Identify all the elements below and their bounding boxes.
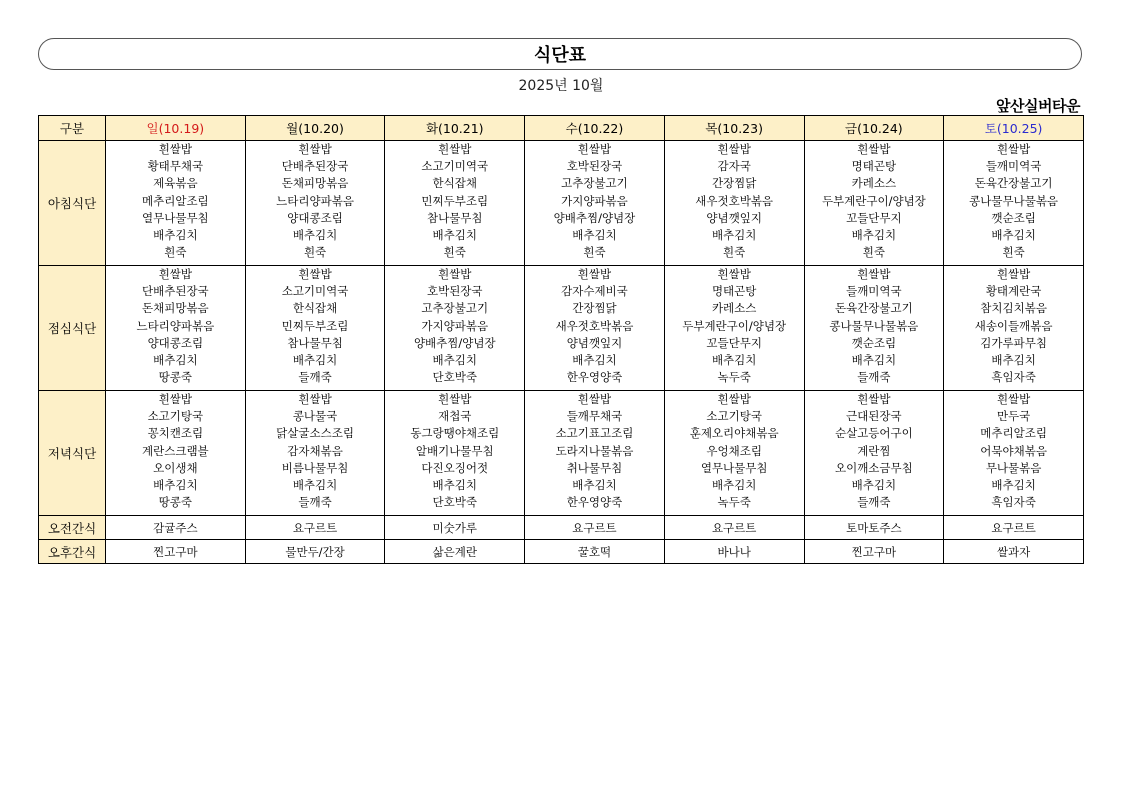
menu-item: 들깨미역국: [846, 284, 902, 299]
menu-item: 근대된장국: [846, 409, 902, 424]
menu-item: 민찌두부조림: [421, 193, 489, 208]
menu-item: 흰쌀밥: [857, 267, 891, 281]
menu-item: 깻순조림: [991, 210, 1036, 225]
menu-item: 배추김치: [292, 228, 338, 243]
menu-item: 가지양파볶음: [421, 318, 489, 333]
menu-item: 배추김치: [432, 478, 477, 493]
menu-item: 흰쌀밥: [298, 142, 332, 156]
menu-item: 흰쌀밥: [717, 142, 751, 156]
organization-name: 앞산실버타운: [996, 97, 1080, 115]
menu-item: 배추김치: [153, 228, 198, 243]
menu-item: 호박된장국: [566, 159, 623, 174]
menu-item: 흰죽: [164, 245, 187, 260]
menu-item: 닭살굴소스조림: [276, 426, 354, 441]
menu-item: 두부계란구이/양념장: [821, 193, 926, 208]
meal-row-lunch: [39, 266, 1084, 391]
menu-item: 콩나물국: [292, 409, 338, 424]
menu-item: 동그랑땡야채조림: [410, 426, 500, 441]
menu-item: 순살고등어구이: [834, 426, 913, 441]
snack-row-afternoon-snack: [39, 540, 1084, 564]
menu-item: 흰쌀밥: [577, 392, 612, 406]
meal-label: 저녁식단: [39, 391, 106, 516]
menu-item: 간장찜닭: [711, 176, 757, 191]
menu-item: 한우영양죽: [566, 495, 623, 510]
meal-label: 점심식단: [39, 266, 106, 391]
menu-item: 들깨죽: [298, 495, 332, 510]
meal-cell: [525, 141, 665, 266]
menu-item: 명태곤탕: [851, 159, 897, 174]
meal-row-dinner: [39, 391, 1084, 516]
menu-item: 느타리양파볶음: [136, 318, 215, 333]
menu-item: 김가루파무침: [980, 335, 1047, 350]
menu-item: 배추김치: [711, 353, 757, 368]
menu-item: 새송이들깨볶음: [974, 318, 1053, 333]
snack-cell: 미숫가루: [385, 516, 525, 540]
meal-cell: [245, 391, 385, 516]
menu-item: 참나물무침: [287, 335, 343, 350]
menu-item: 배추김치: [432, 228, 477, 243]
title-banner: [38, 38, 1082, 70]
menu-item: 간장찜닭: [572, 301, 617, 316]
menu-item: 꼬들단무지: [846, 210, 902, 225]
menu-item: 재첩국: [438, 409, 472, 424]
page-title: 식단표: [533, 45, 587, 66]
menu-item: 알배기나물무침: [415, 443, 494, 458]
day-header-thu: 목(10.23): [664, 116, 804, 141]
snack-cell: 요구르트: [664, 516, 804, 540]
menu-item: 흰쌀밥: [996, 142, 1031, 156]
menu-item: 양배추찜/양념장: [553, 210, 636, 225]
menu-item: 양대콩조림: [287, 210, 343, 225]
snack-cell: 요구르트: [944, 516, 1084, 540]
menu-item: 비름나물무침: [281, 460, 349, 475]
menu-item: 다진오징어젓: [421, 460, 489, 475]
snack-cell: 토마토주스: [804, 516, 944, 540]
meal-cell: [664, 141, 804, 266]
menu-item: 돈육간장불고기: [974, 176, 1053, 191]
menu-item: 감자국: [717, 159, 751, 174]
menu-item: 한식잡채: [432, 176, 477, 191]
menu-item: 소고기탕국: [147, 409, 204, 424]
menu-item: 명태곤탕: [711, 284, 757, 299]
snack-cell: 꿀호떡: [525, 540, 665, 564]
menu-item: 소고기미역국: [421, 159, 489, 174]
menu-table: [38, 115, 1084, 564]
menu-item: 흰쌀밥: [158, 267, 193, 281]
menu-item: 콩나물무나물볶음: [969, 193, 1059, 208]
menu-item: 열무나물무침: [142, 210, 209, 225]
day-header-mon: 월(10.20): [245, 116, 385, 141]
menu-item: 참치김치볶음: [980, 301, 1047, 316]
menu-item: 소고기미역국: [281, 284, 349, 299]
menu-item: 가지양파볶음: [561, 193, 628, 208]
menu-item: 흰죽: [862, 245, 885, 260]
meal-cell: [804, 141, 944, 266]
day-header-tue: 화(10.21): [385, 116, 525, 141]
menu-item: 어묵야채볶음: [980, 443, 1047, 458]
menu-item: 메추리알조림: [980, 426, 1047, 441]
menu-item: 흰쌀밥: [158, 142, 193, 156]
menu-item: 고추장불고기: [421, 301, 489, 316]
menu-item: 양념깻잎지: [706, 210, 762, 225]
snack-row-morning-snack: [39, 516, 1084, 540]
menu-item: 흰쌀밥: [577, 267, 612, 281]
meal-cell: [245, 266, 385, 391]
meal-cell: [664, 391, 804, 516]
menu-item: 훈제오리야채볶음: [689, 426, 779, 441]
menu-item: 열무나물무침: [700, 460, 768, 475]
menu-item: 카레소스: [711, 301, 757, 316]
menu-item: 참나물무침: [426, 210, 483, 225]
meal-cell: [944, 141, 1084, 266]
meal-cell: [944, 266, 1084, 391]
menu-item: 취나물무침: [566, 460, 623, 475]
menu-item: 들깨미역국: [985, 159, 1042, 174]
meal-row-breakfast: [39, 141, 1084, 266]
menu-item: 들깨죽: [298, 370, 332, 385]
menu-item: 배추김치: [572, 353, 617, 368]
menu-item: 배추김치: [711, 228, 757, 243]
menu-item: 배추김치: [292, 353, 338, 368]
meal-cell: [804, 266, 944, 391]
menu-item: 양배추찜/양념장: [413, 335, 496, 350]
menu-item: 흑임자죽: [991, 370, 1036, 385]
snack-cell: 요구르트: [525, 516, 665, 540]
snack-cell: 찐고구마: [106, 540, 246, 564]
menu-item: 우엉채조림: [706, 443, 762, 458]
menu-item: 계란스크램블: [142, 443, 209, 458]
meal-cell: [385, 141, 525, 266]
menu-item: 고추장불고기: [561, 176, 628, 191]
menu-item: 꼬들단무지: [706, 335, 762, 350]
menu-item: 흰죽: [1002, 245, 1025, 260]
menu-item: 배추김치: [153, 353, 198, 368]
menu-item: 흰쌀밥: [577, 142, 612, 156]
menu-item: 돈채피망볶음: [142, 301, 209, 316]
menu-item: 메추리알조림: [142, 193, 209, 208]
menu-item: 양념깻잎지: [566, 335, 623, 350]
meal-cell: [664, 266, 804, 391]
day-header-wed: 수(10.22): [525, 116, 665, 141]
menu-item: 땅콩죽: [158, 370, 193, 385]
day-header-fri: 금(10.24): [804, 116, 944, 141]
header-row: [39, 116, 1084, 141]
day-header-sat: 토(10.25): [944, 116, 1084, 141]
menu-item: 녹두죽: [717, 495, 751, 510]
menu-item: 돈채피망볶음: [281, 176, 349, 191]
menu-item: 배추김치: [711, 478, 757, 493]
menu-item: 들깨죽: [857, 370, 891, 385]
category-header: 구분: [39, 116, 106, 141]
meal-cell: [525, 266, 665, 391]
snack-cell: 삶은계란: [385, 540, 525, 564]
menu-item: 계란찜: [857, 443, 891, 458]
menu-item: 깻순조림: [851, 335, 897, 350]
menu-item: 민찌두부조림: [281, 318, 349, 333]
menu-item: 느타리양파볶음: [276, 193, 354, 208]
meal-cell: [525, 391, 665, 516]
meal-cell: [385, 391, 525, 516]
menu-item: 배추김치: [851, 228, 897, 243]
meal-label: 아침식단: [39, 141, 106, 266]
meal-cell: [106, 391, 246, 516]
menu-item: 흰쌀밥: [438, 392, 472, 406]
menu-item: 흑임자죽: [991, 495, 1036, 510]
meal-cell: [944, 391, 1084, 516]
menu-item: 흰쌀밥: [717, 267, 751, 281]
menu-item: 흰죽: [303, 245, 327, 260]
menu-item: 한우영양죽: [566, 370, 623, 385]
menu-item: 흰쌀밥: [857, 392, 891, 406]
menu-item: 두부계란구이/양념장: [682, 318, 787, 333]
menu-item: 단호박죽: [432, 370, 477, 385]
menu-item: 배추김치: [851, 353, 897, 368]
menu-item: 흰쌀밥: [857, 142, 891, 156]
menu-item: 황태무채국: [147, 159, 204, 174]
menu-item: 감자수제비국: [561, 284, 628, 299]
menu-item: 단호박죽: [432, 495, 477, 510]
menu-item: 새우젓호박볶음: [555, 318, 634, 333]
menu-item: 단배추된장국: [281, 159, 349, 174]
snack-cell: 물만두/간장: [245, 540, 385, 564]
menu-item: 흰쌀밥: [298, 392, 332, 406]
snack-cell: 바나나: [664, 540, 804, 564]
menu-item: 들깨무채국: [566, 409, 623, 424]
menu-item: 배추김치: [292, 478, 338, 493]
menu-item: 카레소스: [851, 176, 897, 191]
menu-item: 흰죽: [583, 245, 606, 260]
menu-item: 배추김치: [572, 228, 617, 243]
month-subtitle: 2025년 10월: [518, 78, 604, 94]
snack-cell: 감귤주스: [106, 516, 246, 540]
menu-item: 배추김치: [991, 353, 1036, 368]
menu-item: 흰쌀밥: [298, 267, 332, 281]
meal-cell: [385, 266, 525, 391]
menu-item: 흰쌀밥: [717, 392, 751, 406]
menu-item: 호박된장국: [426, 284, 483, 299]
meal-cell: [245, 141, 385, 266]
menu-item: 들깨죽: [857, 495, 891, 510]
menu-item: 한식잡채: [292, 301, 338, 316]
menu-item: 만두국: [996, 409, 1031, 424]
menu-item: 새우젓호박볶음: [695, 193, 774, 208]
snack-cell: 찐고구마: [804, 540, 944, 564]
menu-item: 배추김치: [991, 228, 1036, 243]
menu-item: 배추김치: [851, 478, 897, 493]
menu-item: 오이생채: [153, 460, 198, 475]
menu-item: 돈육간장불고기: [834, 301, 913, 316]
menu-item: 감자채볶음: [287, 443, 343, 458]
snack-cell: 쌀과자: [944, 540, 1084, 564]
menu-item: 콩나물무나물볶음: [829, 318, 919, 333]
menu-item: 흰죽: [723, 245, 746, 260]
menu-item: 소고기표고조림: [555, 426, 634, 441]
meal-cell: [106, 141, 246, 266]
menu-item: 흰쌀밥: [158, 392, 193, 406]
menu-item: 꽁치캔조림: [147, 426, 204, 441]
menu-item: 무나물볶음: [985, 460, 1042, 475]
snack-cell: 요구르트: [245, 516, 385, 540]
snack-label: 오후간식: [39, 540, 106, 564]
menu-item: 흰쌀밥: [996, 392, 1031, 406]
meal-cell: [804, 391, 944, 516]
menu-item: 녹두죽: [717, 370, 751, 385]
menu-item: 흰쌀밥: [996, 267, 1031, 281]
snack-label: 오전간식: [39, 516, 106, 540]
menu-item: 흰쌀밥: [438, 267, 472, 281]
menu-item: 배추김치: [572, 478, 617, 493]
menu-item: 흰쌀밥: [438, 142, 472, 156]
menu-item: 배추김치: [432, 353, 477, 368]
meal-cell: [106, 266, 246, 391]
menu-item: 배추김치: [153, 478, 198, 493]
menu-item: 도라지나물볶음: [555, 443, 634, 458]
menu-item: 단배추된장국: [142, 284, 209, 299]
menu-item: 흰죽: [443, 245, 466, 260]
menu-item: 소고기탕국: [706, 409, 762, 424]
menu-item: 제육볶음: [153, 176, 198, 191]
menu-item: 양대콩조림: [147, 335, 204, 350]
day-header-sun: 일(10.19): [106, 116, 246, 141]
menu-item: 땅콩죽: [158, 495, 193, 510]
menu-item: 황태계란국: [985, 284, 1042, 299]
menu-item: 배추김치: [991, 478, 1036, 493]
menu-item: 오이깨소금무침: [834, 460, 913, 475]
